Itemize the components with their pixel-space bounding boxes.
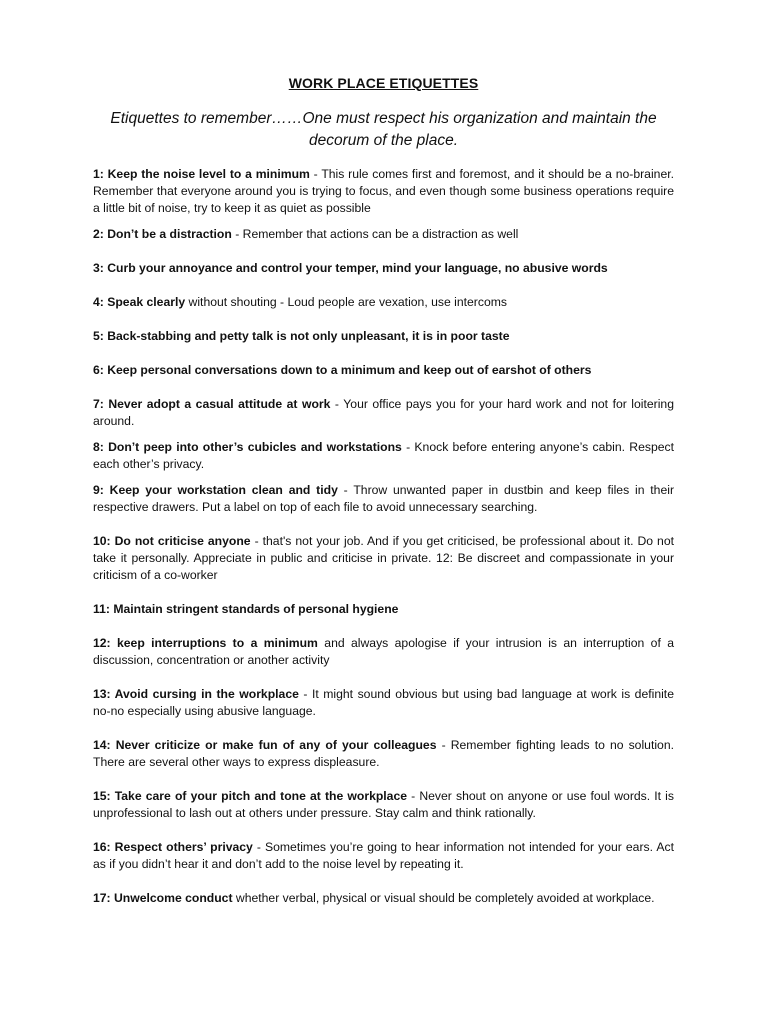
item-heading: 17: Unwelcome conduct bbox=[93, 891, 233, 905]
item-heading: 16: Respect others’ privacy bbox=[93, 840, 253, 854]
list-item: 16: Respect others’ privacy - Sometimes you’re going to hear information not intended for your ears. Act as if you didn’t hear it and don’t add to the noise level by repeating it. bbox=[93, 840, 674, 871]
item-body: This rule comes first and foremost, and it should be a no-brainer. Remember that everyone around you is trying to focus, and even though some business operations require a little bit of noise, try to keep it as quiet as possible bbox=[93, 167, 674, 215]
item-body: without shouting - Loud people are vexation, use intercoms bbox=[188, 295, 507, 309]
list-item bbox=[93, 601, 674, 618]
item-heading: 13: Avoid cursing in the workplace bbox=[93, 687, 299, 701]
item-heading: 5: Back-stabbing and petty talk is not only unpleasant, it is in poor taste bbox=[93, 329, 510, 343]
list-item: 7: Never adopt a casual attitude at work - Your office pays you for your hard work and not for loitering around. bbox=[93, 397, 674, 428]
list-item: 15: Take care of your pitch and tone at the workplace - Never shout on anyone or use foul words. It is unprofessional to lash out at others under pressure. Stay calm and think rationally. bbox=[93, 789, 674, 820]
item-heading: 15: Take care of your pitch and tone at the workplace bbox=[93, 789, 408, 803]
list-item bbox=[93, 294, 674, 311]
item-heading: 10: Do not criticise anyone bbox=[93, 534, 251, 548]
item-heading: 7: Never adopt a casual attitude at work bbox=[93, 397, 331, 411]
item-body: whether verbal, physical or visual should be completely avoided at workplace. bbox=[235, 891, 655, 905]
item-body: that's not your job. And if you get criticised, be professional about it. Do not take it personally. Appreciate in public and criticise in private. 12: Be discreet and compassionate in your criticism of a co-worker bbox=[93, 534, 674, 582]
item-body: and always apologise if your intrusion is an interruption of a discussion, concentration or another activity bbox=[93, 636, 674, 667]
list-item bbox=[93, 362, 674, 379]
list-item bbox=[93, 890, 674, 907]
item-heading: 11: Maintain stringent standards of personal hygiene bbox=[93, 602, 399, 616]
item-body: Sometimes you’re going to hear information not intended for your ears. Act as if you didn’t hear it and don’t add to the noise level by repeating it. bbox=[93, 840, 674, 871]
item-heading: 12: keep interruptions to a minimum bbox=[93, 636, 318, 650]
item-heading: 9: Keep your workstation clean and tidy bbox=[93, 483, 338, 497]
item-heading: 1: Keep the noise level to a minimum bbox=[93, 167, 310, 181]
list-item: 13: Avoid cursing in the workplace - It might sound obvious but using bad language at work is definite no-no especially using abusive language. bbox=[93, 687, 674, 718]
list-item: 1: Keep the noise level to a minimum - This rule comes first and foremost, and it should be a no-brainer. Remember that everyone around you is trying to focus, and even though some business operations require a little bit of noise, try to keep it as quiet as possible bbox=[93, 167, 674, 215]
item-body: Remember that actions can be a distraction as well bbox=[242, 227, 519, 241]
item-body: Knock before entering anyone’s cabin. Respect each other’s privacy. bbox=[93, 440, 674, 471]
list-item: 14: Never criticize or make fun of any of your colleagues - Remember fighting leads to no solution. There are several other ways to express displeasure. bbox=[93, 738, 674, 769]
list-item bbox=[93, 328, 674, 345]
list-item bbox=[93, 635, 674, 669]
item-body: Your office pays you for your hard work and not for loitering around. bbox=[93, 397, 674, 428]
item-body: Never shout on anyone or use foul words. It is unprofessional to lash out at others under pressure. Stay calm and think rationally. bbox=[93, 789, 674, 820]
item-heading: 6: Keep personal conversations down to a minimum and keep out of earshot of others bbox=[93, 363, 592, 377]
list-item bbox=[93, 260, 674, 277]
item-heading: 2: Don’t be a distraction bbox=[93, 227, 232, 241]
document-intro: Etiquettes to remember……One must respect his organization and maintain the decorum of the place. bbox=[110, 110, 657, 149]
list-item: 9: Keep your workstation clean and tidy - Throw unwanted paper in dustbin and keep files in their respective drawers. Put a label on top of each file to avoid unnecessary searching. bbox=[93, 483, 675, 514]
item-heading: 14: Never criticize or make fun of any of your colleagues bbox=[93, 738, 437, 752]
item-body: Remember fighting leads to no solution. There are several other ways to express displeasure. bbox=[93, 738, 674, 769]
document-title: WORK PLACE ETIQUETTES bbox=[288, 75, 479, 91]
list-item: 10: Do not criticise anyone - that's not your job. And if you get criticised, be professional about it. Do not take it personally. Appreciate in public and criticise in private. 12: Be discreet and compassionate in your criticism of a co-worker bbox=[93, 534, 674, 582]
item-body: It might sound obvious but using bad language at work is definite no-no especially using abusive language. bbox=[93, 687, 674, 718]
item-heading: 8: Don’t peep into other’s cubicles and workstations bbox=[93, 440, 402, 454]
list-item: 2: Don’t be a distraction - Remember that actions can be a distraction as well bbox=[93, 227, 519, 241]
item-heading: 4: Speak clearly bbox=[93, 295, 186, 309]
list-item: 8: Don’t peep into other’s cubicles and workstations - Knock before entering anyone’s cabin. Respect each other’s privacy. bbox=[93, 440, 674, 471]
item-heading: 3: Curb your annoyance and control your temper, mind your language, no abusive words bbox=[93, 261, 608, 275]
document-page bbox=[93, 66, 674, 907]
item-body: Throw unwanted paper in dustbin and keep files in their respective drawers. Put a label on top of each file to avoid unnecessary searching. bbox=[93, 483, 675, 514]
